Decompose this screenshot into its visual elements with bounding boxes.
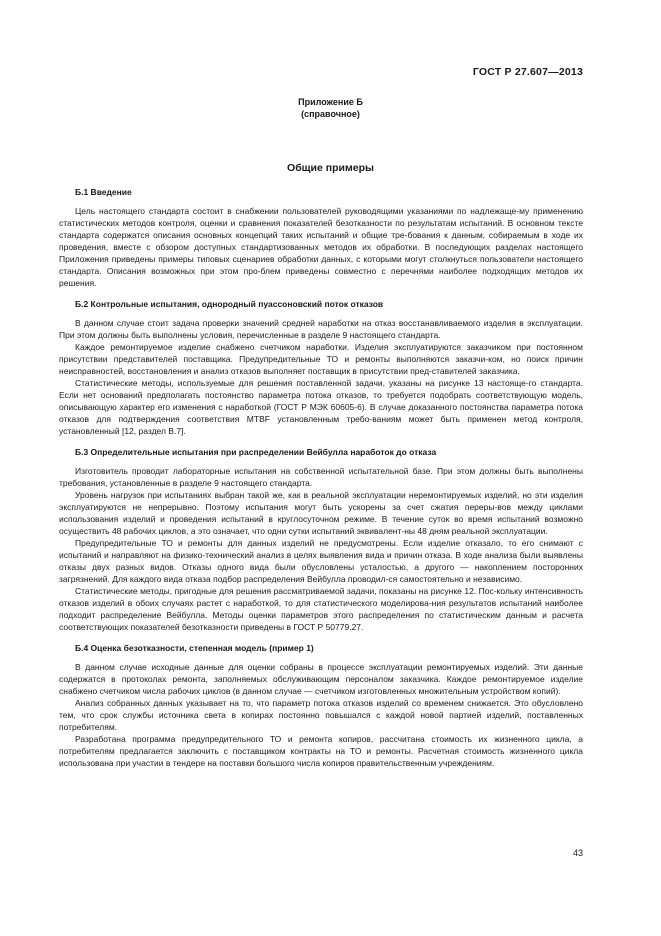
document-code: ГОСТ Р 27.607—2013 — [472, 66, 583, 78]
paragraph: Уровень нагрузок при испытаниях выбран такой же, как в реальной эксплуатации неремонтируемых изделий, но эти изделия эксплуатируются не непрерывно. Поэтому испытания могут быть ускорены за счет сжатия переры-вов между циклами использования изделий и проведения испытаний в круглосуточном режиме. В течение суток во время испытаний возможно осуществить 48 рабочих циклов, а это означает, что одни сутки испытаний эквивалент-ны 48 дням реальной эксплуатации. — [59, 490, 583, 536]
paragraph: В данном случае исходные данные для оценки собраны в процессе эксплуатации ремонтируемых изделий. Эти данные содержатся в протоколах ремонта, заполняемых обслуживающим персоналом заказчика. Каждое ремонтируемое изделие снабжено счетчиком числа рабочих циклов (в данном случае — счетчиком изготовленных множительным устройством копий). — [59, 662, 583, 696]
page-number: 43 — [572, 848, 583, 858]
paragraph: В данном случае стоит задача проверки значений средней наработки на отказ восстанавливаемого изделия в эксплуатации. При этом должны быть выполнены условия, перечисленные в разделе 9 настоящего стандарта. — [59, 318, 583, 340]
section-heading: Б.1 Введение — [75, 187, 132, 197]
document-body — [59, 186, 583, 769]
paragraph: Разработана программа предупредительного ТО и ремонта копиров, рассчитана стоимость их жизненного цикла, а потребителям предлагается заключить с поставщиком контракты на ТО и ремонты. Расчетная стоимость жизненного цикла использована при участии в тендере на поставки большого числа копиров правительственным учреждениям. — [59, 734, 583, 768]
section-heading: Б.2 Контрольные испытания, однородный пуассоновский поток отказов — [75, 299, 384, 309]
appendix-subtitle: (справочное) — [301, 109, 360, 119]
paragraph: Изготовитель проводит лабораторные испытания на собственной испытательной базе. При этом должны быть выполнены требования, установленные в разделе 9 настоящего стандарта. — [59, 466, 583, 488]
main-title: Общие примеры — [287, 162, 374, 174]
paragraph: Статистические методы, используемые для решения поставленной задачи, указаны на рисунке 13 настояще-го стандарта. Если нет оснований предполагать постоянство параметра потока отказов, то требуется подобрать соответствующую модель, описывающую характер его изменения с наработкой (ГОСТ Р МЭК 60605-6). В случае доказанного постоянства параметра потока отказов для подтверждения соответствия MTBF установленным требо-ваниям может быть применен метод контроля, установленный [12, раздел В.7]. — [59, 378, 583, 436]
section-heading: Б.4 Оценка безотказности, степенная модель (пример 1) — [75, 643, 314, 653]
paragraph: Предупредительные ТО и ремонты для данных изделий не предусмотрены. Если изделие отказало, то его снимают с испытаний и направляют на физико-технический анализ в целях выявления вида и причин отказа. В ходе анализа были выявлены отказы двух разных видов. Отказы одного вида были обусловлены усталостью, а другого — накоплением посторонних загрязнений. Для каждого вида отказа подбор распределения Вейбулла проводил-ся самостоятельно и независимо. — [59, 538, 583, 584]
paragraph: Цель настоящего стандарта состоит в снабжении пользователей руководящими указаниями по надлежаще-му применению статистических методов контроля, оценки и сравнения показателей безотказности по результатам испытаний. В основном тексте стандарта содержатся описания основных концепций таких испытаний и общие тре-бования к данным, собираемым в ходе их проведения, вместе с обзором доступных стандартизованных методов их обработки. В последующих разделах настоящего Приложения приведены примеры типовых сценариев обработки данных, с которыми могут столкнуться пользователи настоящего стандарта. Описания возможных при этом про-блем приведены совместно с перечнями наиболее подходящих методов их решения. — [59, 206, 583, 288]
section-heading: Б.3 Определительные испытания при распределении Вейбулла наработок до отказа — [75, 447, 437, 457]
paragraph: Каждое ремонтируемое изделие снабжено счетчиком наработки. Изделия эксплуатируются заказчиком при постоянном присутствии представителей поставщика. Предупредительные ТО и ремонты выполняются заказчи-ком, но поиск причин неисправностей, восстановления и анализ отказов выполняет поставщик в присутствии пред-ставителей заказчика. — [59, 342, 583, 376]
appendix-title: Приложение Б — [298, 97, 363, 107]
paragraph: Анализ собранных данных указывает на то, что параметр потока отказов изделий со временем снижается. Это обусловлено тем, что срок службы источника света в копирах постоянно повышался с каждой новой партией изделий, поставленных потребителям. — [59, 698, 583, 732]
paragraph: Статистические методы, пригодные для решения рассматриваемой задачи, показаны на рисунке 12. Пос-кольку интенсивность отказов изделий в обоих случаях растет с наработкой, то для статистического моделирова-ния результатов испытаний наиболее подходит распределение Вейбулла. Методы оценки параметров этого распределения по статистическим данным и расчета соответствующих показателей безотказности приведены в ГОСТ Р 50779.27. — [59, 586, 583, 632]
